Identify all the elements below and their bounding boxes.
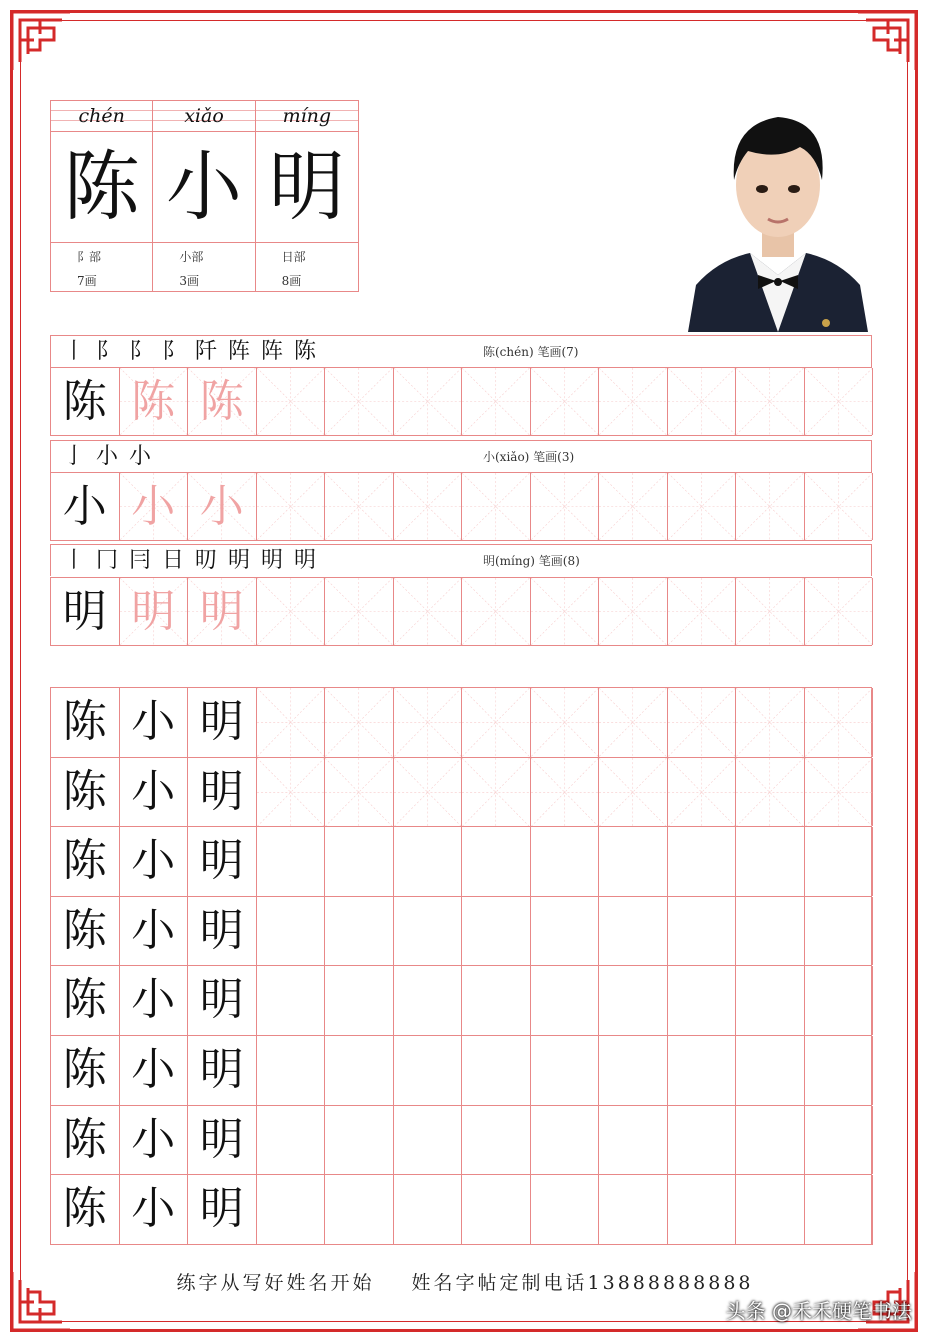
writing-cell	[188, 1175, 257, 1245]
writing-cell	[668, 897, 737, 966]
writing-cell	[668, 758, 737, 827]
writing-cell	[51, 1106, 120, 1175]
writing-cell	[805, 897, 874, 966]
writing-cell	[462, 1106, 531, 1175]
writing-cell	[325, 1106, 394, 1175]
writing-cell	[257, 827, 326, 896]
writing-cell	[736, 368, 805, 435]
stroke-order-text: 亅 小 小	[63, 444, 153, 469]
radical-text: 日部	[281, 250, 306, 264]
writing-cell	[805, 827, 874, 896]
writing-cell	[668, 827, 737, 896]
writing-cell	[188, 1036, 257, 1105]
writing-cell	[668, 1106, 737, 1175]
practice-row	[50, 577, 872, 646]
writing-cell	[325, 1036, 394, 1105]
writing-cell	[394, 473, 463, 540]
name-practice-grid	[50, 687, 872, 1245]
practice-row	[50, 367, 872, 436]
writing-cell	[462, 1036, 531, 1105]
trace-character: 陈	[199, 376, 244, 427]
name-practice-row	[51, 1106, 871, 1176]
model-character: 陈	[62, 765, 107, 817]
model-character: 小	[131, 1113, 176, 1165]
writing-cell	[599, 897, 668, 966]
writing-cell	[51, 966, 120, 1035]
writing-cell	[394, 1036, 463, 1105]
practice-row	[50, 472, 872, 541]
writing-cell	[599, 368, 668, 435]
writing-cell	[51, 827, 120, 896]
writing-cell	[531, 688, 600, 757]
writing-cell	[736, 966, 805, 1035]
writing-cell	[257, 578, 326, 645]
stroke-order-text: 丨 冂 冃 日 旫 明 明 明	[63, 548, 318, 573]
student-photo	[688, 85, 868, 332]
stroke-order-text: 丨 阝 阝 阝 阡 阵 阵 陈	[63, 339, 318, 364]
writing-cell	[531, 1175, 600, 1245]
writing-cell	[51, 473, 120, 540]
model-character: 明	[199, 904, 244, 956]
writing-cell	[51, 688, 120, 757]
name-card-column	[51, 101, 153, 291]
name-practice-row	[51, 897, 871, 967]
writing-cell	[188, 1106, 257, 1175]
writing-cell	[462, 473, 531, 540]
name-practice-row	[51, 827, 871, 897]
writing-cell	[257, 473, 326, 540]
writing-cell	[736, 1106, 805, 1175]
writing-cell	[599, 1175, 668, 1245]
writing-cell	[257, 758, 326, 827]
writing-cell	[120, 578, 189, 645]
writing-cell	[805, 688, 874, 757]
name-card	[50, 100, 359, 292]
character-info	[256, 243, 358, 293]
name-character: 明	[256, 132, 358, 243]
writing-cell	[120, 827, 189, 896]
writing-cell	[736, 827, 805, 896]
model-character: 陈	[62, 835, 107, 887]
writing-cell	[120, 1036, 189, 1105]
name-practice-row	[51, 758, 871, 828]
writing-cell	[257, 1106, 326, 1175]
trace-character: 小	[131, 481, 176, 532]
model-character: 陈	[62, 1043, 107, 1095]
writing-cell	[257, 966, 326, 1035]
model-character: 陈	[62, 1183, 107, 1235]
writing-cell	[531, 827, 600, 896]
stroke-meta-text: 陈(chén) 笔画(7)	[483, 345, 579, 359]
writing-cell	[325, 473, 394, 540]
model-character: 小	[131, 974, 176, 1026]
writing-cell	[257, 1175, 326, 1245]
writing-cell	[462, 897, 531, 966]
model-character: 明	[199, 1183, 244, 1235]
writing-cell	[805, 578, 874, 645]
writing-cell	[51, 1036, 120, 1105]
writing-cell	[462, 966, 531, 1035]
writing-cell	[599, 1106, 668, 1175]
writing-cell	[599, 688, 668, 757]
writing-cell	[462, 758, 531, 827]
corner-ornament-icon	[856, 10, 918, 72]
model-character: 小	[131, 696, 176, 747]
footer-contact: 姓名字帖定制电话13888888888	[411, 1272, 754, 1294]
writing-cell	[599, 966, 668, 1035]
writing-cell	[668, 966, 737, 1035]
writing-cell	[51, 897, 120, 966]
writing-cell	[325, 688, 394, 757]
writing-cell	[805, 473, 874, 540]
writing-cell	[188, 578, 257, 645]
writing-cell	[668, 1036, 737, 1105]
pinyin-text: chén	[78, 105, 125, 127]
writing-cell	[51, 368, 120, 435]
trace-character: 小	[199, 481, 244, 532]
name-practice-row	[51, 1175, 871, 1245]
writing-cell	[599, 827, 668, 896]
writing-cell	[531, 368, 600, 435]
trace-character: 明	[131, 586, 176, 637]
writing-cell	[531, 473, 600, 540]
writing-cell	[257, 897, 326, 966]
writing-cell	[257, 368, 326, 435]
stroke-count-text: 8画	[281, 274, 302, 288]
writing-cell	[325, 578, 394, 645]
writing-cell	[531, 758, 600, 827]
writing-cell	[394, 1106, 463, 1175]
writing-cell	[257, 688, 326, 757]
writing-cell	[462, 1175, 531, 1245]
writing-cell	[325, 758, 394, 827]
writing-cell	[531, 578, 600, 645]
writing-cell	[188, 827, 257, 896]
model-character: 陈	[62, 376, 107, 427]
name-card-column	[256, 101, 358, 291]
writing-cell	[668, 688, 737, 757]
writing-cell	[599, 758, 668, 827]
writing-cell	[394, 578, 463, 645]
writing-cell	[599, 1036, 668, 1105]
model-character: 明	[62, 586, 107, 637]
pinyin-text: míng	[282, 105, 332, 127]
radical-text: 小部	[179, 250, 204, 264]
writing-cell	[668, 368, 737, 435]
writing-cell	[736, 473, 805, 540]
stroke-meta-text: 明(míng) 笔画(8)	[483, 554, 580, 568]
name-practice-row	[51, 688, 871, 758]
writing-cell	[120, 758, 189, 827]
writing-cell	[736, 1036, 805, 1105]
writing-cell	[120, 688, 189, 757]
writing-cell	[394, 688, 463, 757]
name-practice-row	[51, 1036, 871, 1106]
writing-cell	[531, 897, 600, 966]
writing-cell	[462, 827, 531, 896]
stroke-count-text: 3画	[179, 274, 199, 288]
name-character: 小	[153, 132, 254, 243]
trace-character: 明	[199, 586, 244, 637]
writing-cell	[599, 473, 668, 540]
writing-cell	[394, 368, 463, 435]
pinyin-box	[51, 101, 152, 132]
writing-cell	[257, 1036, 326, 1105]
pinyin-box	[153, 101, 254, 132]
stroke-order-bar	[50, 335, 872, 367]
writing-cell	[51, 758, 120, 827]
character-info	[153, 243, 254, 293]
footer-slogan: 练字从写好姓名开始	[176, 1272, 375, 1294]
writing-cell	[462, 688, 531, 757]
stroke-meta-text: 小(xiǎo) 笔画(3)	[483, 450, 575, 464]
writing-cell	[120, 1175, 189, 1245]
watermark: 头条 @禾禾硬笔书法	[725, 1299, 912, 1323]
radical-text: 阝部	[77, 250, 102, 264]
writing-cell	[325, 827, 394, 896]
writing-cell	[188, 758, 257, 827]
writing-cell	[462, 578, 531, 645]
writing-cell	[394, 897, 463, 966]
writing-cell	[736, 897, 805, 966]
model-character: 明	[199, 765, 244, 817]
writing-cell	[394, 758, 463, 827]
writing-cell	[805, 1106, 874, 1175]
model-character: 小	[131, 835, 176, 887]
writing-cell	[325, 368, 394, 435]
writing-cell	[805, 758, 874, 827]
writing-cell	[51, 578, 120, 645]
writing-cell	[188, 688, 257, 757]
writing-cell	[599, 578, 668, 645]
name-character: 陈	[51, 132, 152, 243]
stroke-order-bar	[50, 544, 872, 576]
model-character: 明	[199, 835, 244, 887]
writing-cell	[120, 966, 189, 1035]
writing-cell	[120, 897, 189, 966]
writing-cell	[736, 758, 805, 827]
writing-cell	[188, 897, 257, 966]
model-character: 小	[62, 481, 107, 532]
writing-cell	[120, 473, 189, 540]
trace-character: 陈	[131, 376, 176, 427]
writing-cell	[531, 966, 600, 1035]
model-character: 明	[199, 696, 244, 747]
model-character: 陈	[62, 974, 107, 1026]
pinyin-text: xiǎo	[184, 105, 224, 127]
writing-cell	[805, 1175, 874, 1245]
name-card-column	[153, 101, 255, 291]
model-character: 明	[199, 1113, 244, 1165]
writing-cell	[668, 473, 737, 540]
writing-cell	[120, 368, 189, 435]
writing-cell	[668, 578, 737, 645]
writing-cell	[188, 368, 257, 435]
model-character: 陈	[62, 696, 107, 747]
writing-cell	[805, 966, 874, 1035]
stroke-count-text: 7画	[77, 274, 97, 288]
stroke-order-bar	[50, 440, 872, 472]
corner-ornament-icon	[10, 10, 72, 72]
writing-cell	[531, 1106, 600, 1175]
writing-cell	[394, 1175, 463, 1245]
writing-cell	[736, 578, 805, 645]
writing-cell	[668, 1175, 737, 1245]
writing-cell	[394, 966, 463, 1035]
writing-cell	[736, 1175, 805, 1245]
writing-cell	[531, 1036, 600, 1105]
footer	[0, 1268, 930, 1295]
model-character: 陈	[62, 904, 107, 956]
model-character: 明	[199, 1043, 244, 1095]
writing-cell	[394, 827, 463, 896]
writing-cell	[462, 368, 531, 435]
model-character: 小	[131, 1043, 176, 1095]
writing-cell	[188, 473, 257, 540]
model-character: 陈	[62, 1113, 107, 1165]
writing-cell	[188, 966, 257, 1035]
writing-cell	[325, 897, 394, 966]
writing-cell	[805, 1036, 874, 1105]
writing-cell	[120, 1106, 189, 1175]
model-character: 明	[199, 974, 244, 1026]
writing-cell	[325, 1175, 394, 1245]
model-character: 小	[131, 1183, 176, 1235]
model-character: 小	[131, 904, 176, 956]
model-character: 小	[131, 765, 176, 817]
name-practice-row	[51, 966, 871, 1036]
writing-cell	[736, 688, 805, 757]
writing-cell	[805, 368, 874, 435]
pinyin-box	[256, 101, 358, 132]
writing-cell	[325, 966, 394, 1035]
character-info	[51, 243, 152, 293]
writing-cell	[51, 1175, 120, 1245]
